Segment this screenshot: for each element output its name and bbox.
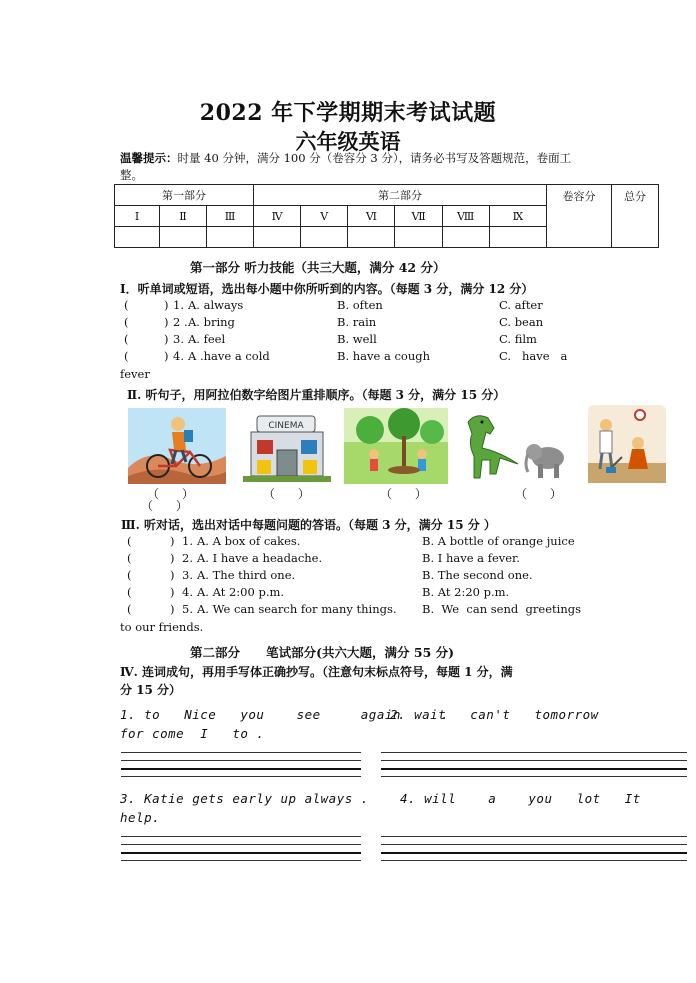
- part1-heading: 第一部分 听力技能（共三大题，满分 42 分）: [190, 260, 446, 275]
- q4-sentence-4: 4. will a you lot It: [400, 791, 641, 806]
- q1-items: [124, 297, 584, 365]
- q2-blank-1b[interactable]: （ ）: [141, 499, 188, 513]
- score-cell[interactable]: [489, 227, 546, 248]
- writing-lines-1[interactable]: [121, 752, 361, 778]
- q3-overflow: to our friends.: [120, 620, 204, 634]
- score-col-6: Ⅵ: [348, 206, 395, 227]
- q4-sentence-1: 1. to Nice you see again .: [120, 707, 450, 722]
- score-header-neatness: 卷容分: [547, 185, 612, 248]
- score-cell[interactable]: [301, 227, 348, 248]
- score-col-5: Ⅴ: [301, 206, 348, 227]
- score-header-total: 总分: [612, 185, 659, 248]
- q4-sentence-3: 3. Katie gets early up always .: [120, 791, 369, 806]
- score-cell[interactable]: [160, 227, 207, 248]
- dinosaur-elephant-picture: [460, 408, 572, 486]
- q3-row-1: ( ) 1. A. A box of cakes. B. A bottle of orange juice: [127, 534, 575, 548]
- tip-text: 时量 40 分钟，满分 100 分（卷容分 3 分），请务必书写及答题规范，卷面工整。: [120, 151, 572, 182]
- q1-overflow: fever: [120, 367, 150, 381]
- q2-blank-3[interactable]: （ ）: [380, 487, 427, 501]
- writing-lines-4[interactable]: [381, 836, 687, 862]
- q1-row-1: ( ) 1. A. always B. often C. after: [124, 298, 543, 312]
- q1-title: Ⅰ．听单词或短语，选出每小题中你所听到的内容。（每题 3 分，满分 12 分）: [120, 282, 534, 296]
- planting-trees-picture: [344, 408, 448, 484]
- q1-row-3: ( ) 3. A. feel B. well C. film: [124, 332, 537, 346]
- writing-lines-3[interactable]: [121, 836, 361, 862]
- score-col-7: Ⅶ: [395, 206, 442, 227]
- score-col-4: Ⅳ: [254, 206, 301, 227]
- tip-label: 温馨提示：: [120, 151, 178, 165]
- q1-row-2: ( ) 2 . A. bring B. rain C. bean: [124, 315, 544, 329]
- score-header-part1: 第一部分: [115, 185, 254, 206]
- cyclist-picture: [128, 408, 226, 484]
- q4-sentence-2: 2. wait can't tomorrow: [390, 707, 599, 722]
- exam-tip: [120, 150, 590, 184]
- writing-lines-2[interactable]: [381, 752, 687, 778]
- q3-row-2: ( ) 2. A. I have a headache. B. I have a fever.: [127, 551, 520, 565]
- q1-row-4: ( ) 4. A .have a cold B. have a cough C. have a: [124, 349, 568, 363]
- score-cell[interactable]: [207, 227, 254, 248]
- score-col-8: Ⅷ: [442, 206, 489, 227]
- score-col-2: Ⅱ: [160, 206, 207, 227]
- q3-row-4: ( ) 4. A. At 2:00 p.m. B. At 2:20 p.m.: [127, 585, 510, 599]
- cleaning-picture: [588, 405, 666, 483]
- score-header-part2: 第二部分: [254, 185, 547, 206]
- score-col-3: Ⅲ: [207, 206, 254, 227]
- q4-sentence-2-cont: for come I to .: [120, 726, 265, 741]
- part2-heading: 第二部分 笔试部分(共六大题，满分 55 分): [190, 645, 455, 660]
- score-table: [114, 184, 659, 248]
- score-cell[interactable]: [348, 227, 395, 248]
- q3-row-5: ( ) 5. A. We can search for many things. B. We can send greetings: [127, 602, 582, 616]
- score-cell[interactable]: [115, 227, 160, 248]
- exam-subtitle: 六年级英语: [295, 129, 401, 154]
- q2-blank-4[interactable]: （ ）: [515, 487, 562, 501]
- q2-title: Ⅱ. 听句子，用阿拉伯数字给图片重排顺序。（每题 3 分，满分 15 分）: [127, 388, 506, 402]
- score-cell[interactable]: [442, 227, 489, 248]
- exam-title: 2022 年下学期期末考试试题: [199, 100, 497, 126]
- q2-blank-2[interactable]: （ ）: [263, 487, 310, 501]
- cinema-picture: [243, 410, 331, 482]
- q3-title: Ⅲ. 听对话，选出对话中每题问题的答语。（每题 3 分，满分 15 分 ）: [121, 518, 496, 532]
- q3-items: [127, 533, 587, 618]
- score-cell[interactable]: [254, 227, 301, 248]
- score-cell[interactable]: [395, 227, 442, 248]
- q3-row-3: ( ) 3. A. The third one. B. The second one.: [127, 568, 533, 582]
- q4-sentence-3-cont: help.: [120, 810, 161, 825]
- cinema-sign: CINEMA: [268, 421, 304, 431]
- q4-title-line1: Ⅳ. 连词成句，再用手写体正确抄写。（注意句末标点符号，每题 1 分，满: [120, 665, 513, 679]
- q2-blank-1[interactable]: （ ）: [147, 487, 194, 501]
- score-col-9: Ⅸ: [489, 206, 546, 227]
- score-col-1: Ⅰ: [115, 206, 160, 227]
- q4-title-line2: 分 15 分）: [120, 683, 182, 697]
